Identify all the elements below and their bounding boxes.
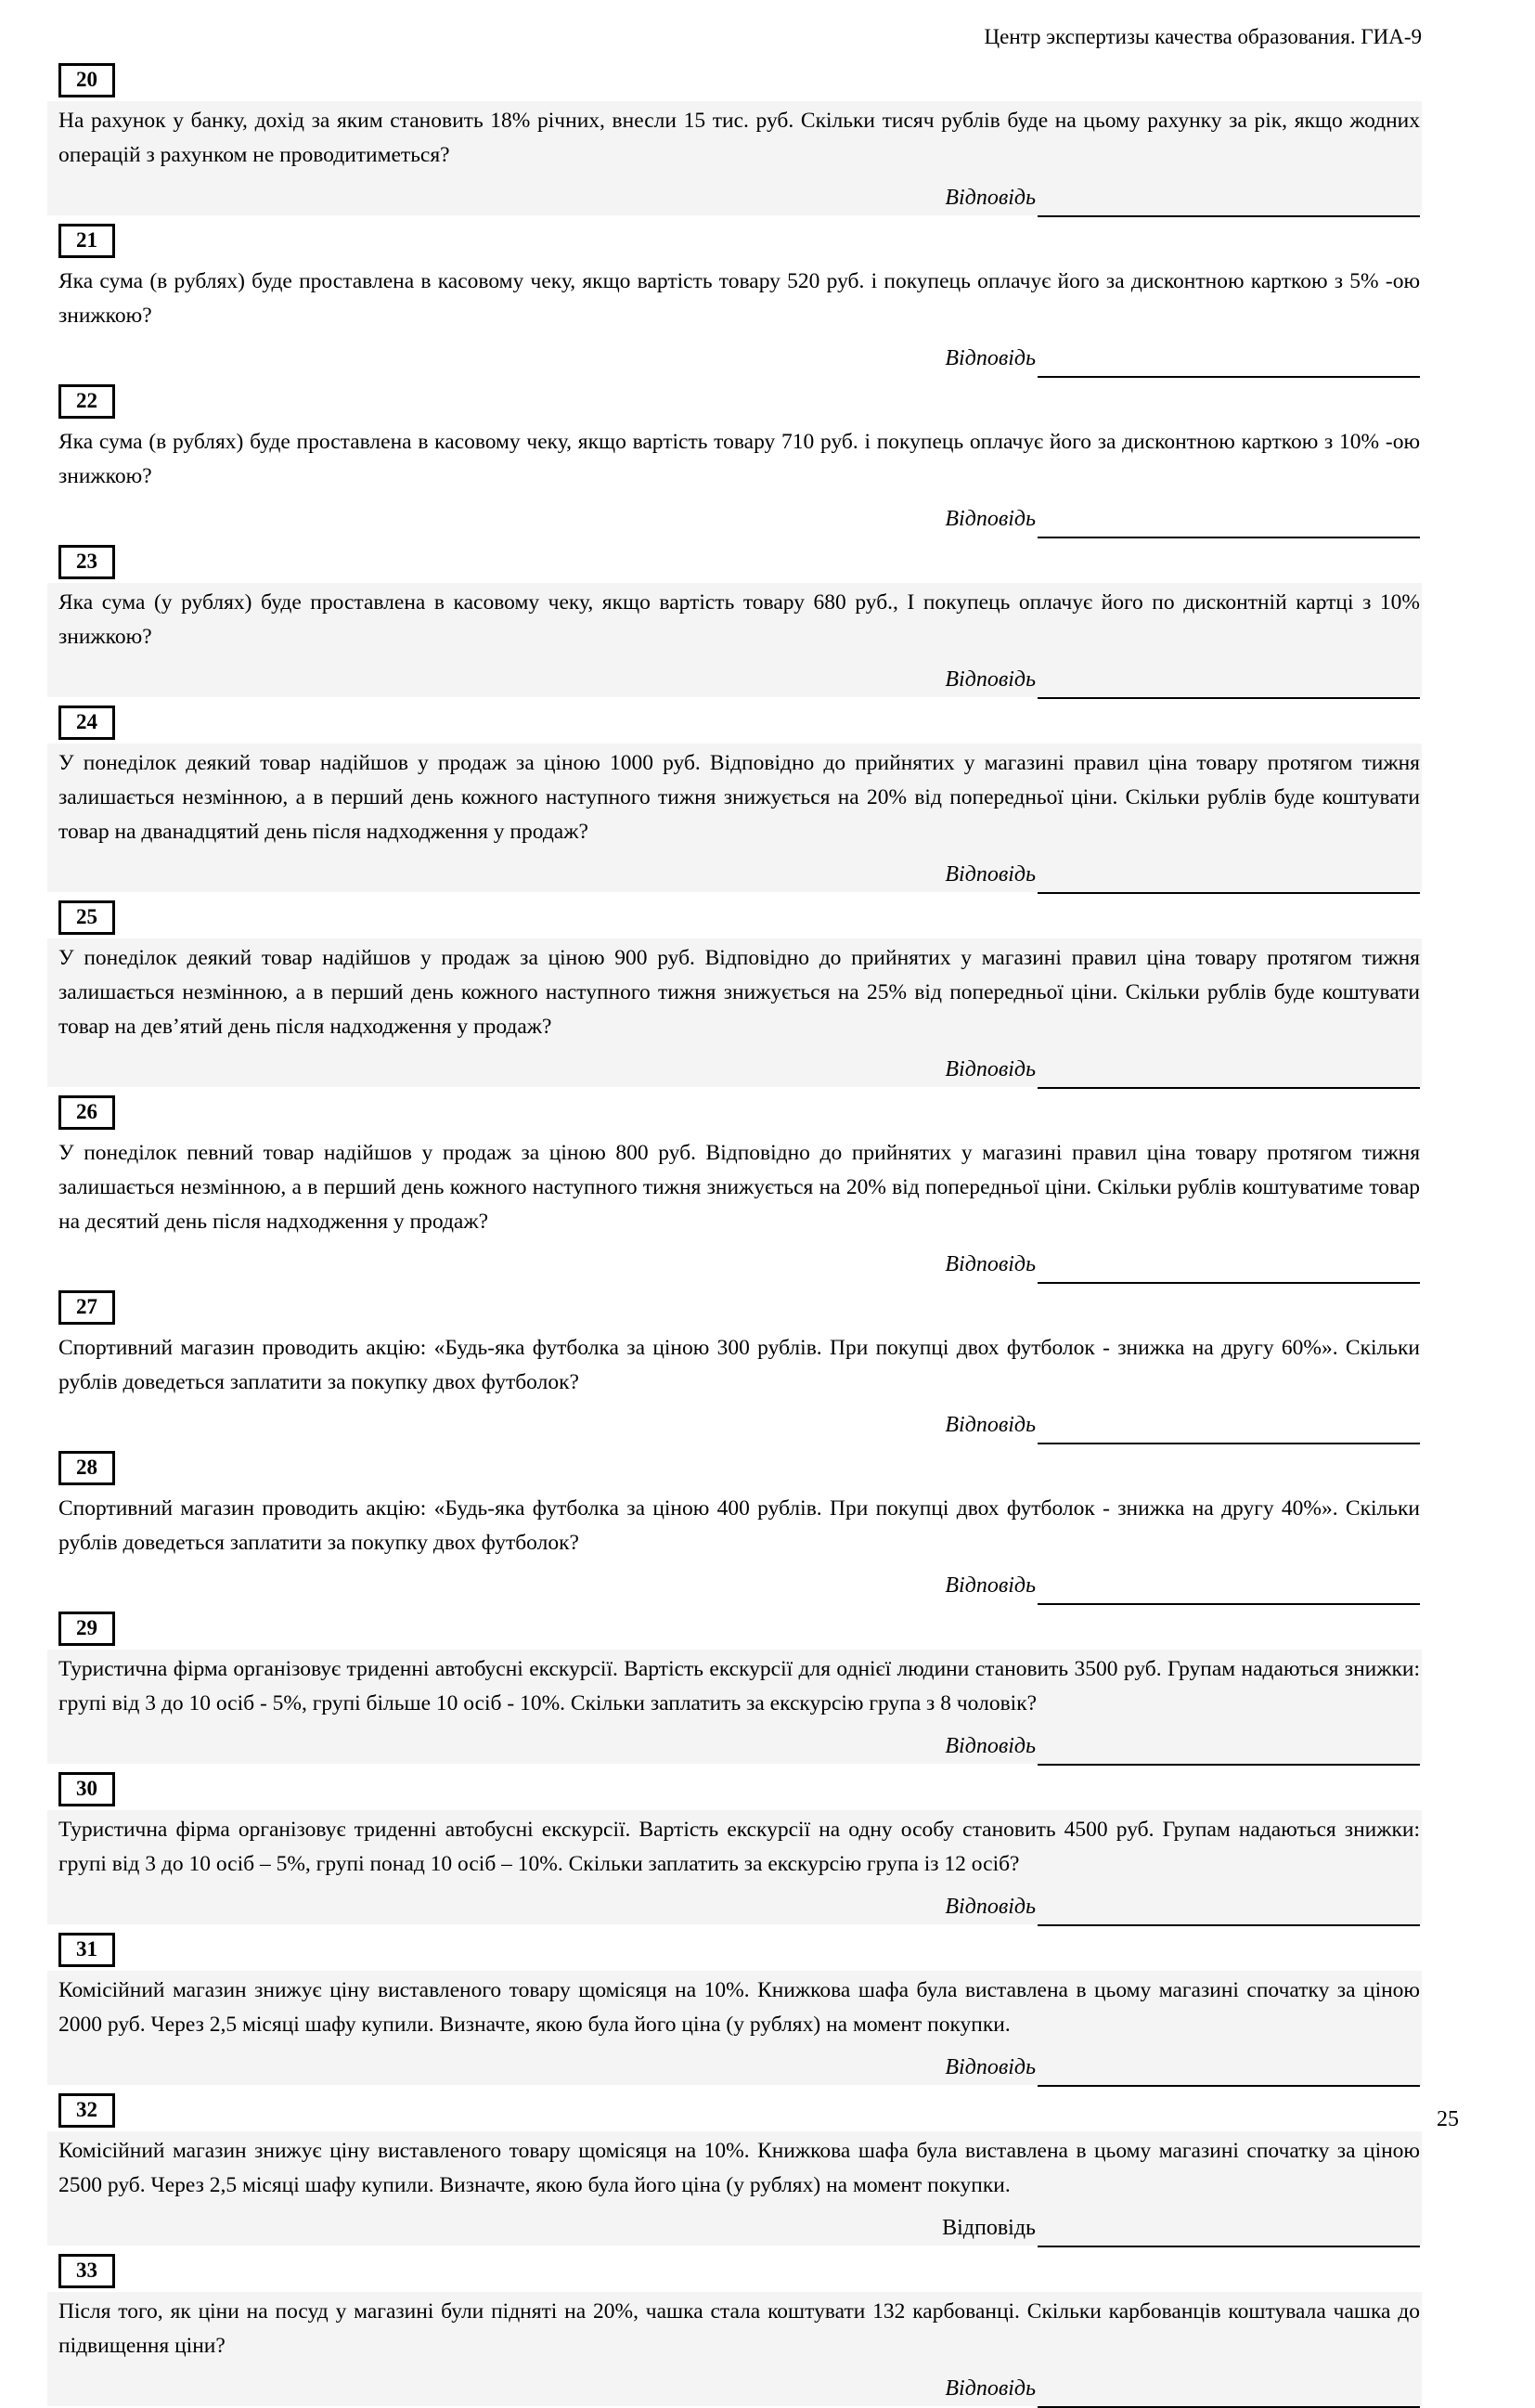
problem-number: 31	[76, 1937, 97, 1961]
problem-text: Яка сума (в рублях) буде проставлена в касовому чеку, якщо вартість товару 710 руб. і покупець оплачує його за дисконтною карткою з 10% -ою знижкою?	[58, 430, 1420, 488]
problem-body	[47, 1650, 1422, 1764]
problem-block	[58, 900, 1422, 1087]
problem-number: 33	[76, 2259, 97, 2282]
problem-text: У понеділок деякий товар надійшов у продаж за ціною 1000 руб. Відповідно до прийнятих у магазині правил ціна товару протягом тижня залишається незмінною, а в перший день кожного наступного тижня знижується на 20% від попередньої ціни. Скільки рублів буде коштувати товар на дванадцятий день після надходження у продаж?	[58, 751, 1420, 844]
problem-number: 24	[76, 710, 97, 733]
problem-number-box	[58, 545, 115, 579]
answer-blank-line	[1038, 671, 1420, 699]
answer-row	[58, 1887, 1420, 1921]
problem-number-box	[58, 1933, 115, 1967]
problem-block	[58, 1772, 1422, 1924]
problem-body	[47, 262, 1422, 376]
answer-row	[58, 1245, 1420, 1278]
answer-blank-line	[1038, 1898, 1420, 1926]
problem-block	[58, 706, 1422, 892]
problem-text: Туристична фірма організовує триденні автобусні екскурсії. Вартість екскурсії для однієї людини становить 3500 руб. Групам надаються знижки: групі від 3 до 10 осіб - 5%, групі більше 10 осіб - 10%. Скільки заплатить за екскурсію група з 8 чоловік?	[58, 1657, 1420, 1715]
problem-number: 26	[76, 1100, 97, 1123]
problem-body	[47, 1810, 1422, 1924]
answer-blank-line	[1038, 866, 1420, 894]
answer-label: Відповідь	[945, 1413, 1036, 1437]
problem-number-box	[58, 384, 115, 419]
page-header	[58, 24, 1422, 50]
header-title: Центр экспертизы качества образования. ГИА-9	[984, 25, 1422, 48]
problem-number-box	[58, 2093, 115, 2128]
problem-block	[58, 1451, 1422, 1603]
answer-row	[58, 1566, 1420, 1599]
answer-label: Відповідь	[945, 667, 1036, 692]
answer-row	[58, 499, 1420, 533]
problem-number: 29	[76, 1616, 97, 1639]
problem-block	[58, 63, 1422, 215]
problem-number-box	[58, 224, 115, 258]
problem-text: Туристична фірма організовує триденні автобусні екскурсії. Вартість екскурсії на одну особу становить 4500 руб. Групам надаються знижки: групі від 3 до 10 осіб – 5%, групі понад 10 осіб – 10%. Скільки заплатить за екскурсію група із 12 осіб?	[58, 1818, 1420, 1876]
problem-number: 25	[76, 905, 97, 928]
problem-number: 30	[76, 1777, 97, 1800]
problem-block	[58, 224, 1422, 376]
problem-text: Яка сума (у рублях) буде проставлена в касовому чеку, якщо вартість товару 680 руб., І покупець оплачує його по дисконтній картці з 10% знижкою?	[58, 590, 1420, 649]
problem-block	[58, 1612, 1422, 1764]
answer-blank-line	[1038, 2220, 1420, 2247]
answer-blank-line	[1038, 1061, 1420, 1089]
problem-text: У понеділок певний товар надійшов у продаж за ціною 800 руб. Відповідно до прийнятих у магазині правил ціна товару протягом тижня залишається незмінною, а в перший день кожного наступного тижня знижується на 20% від попередньої ціни. Скільки рублів коштуватиме товар на десятий день після надходження у продаж?	[58, 1141, 1420, 1234]
problem-block	[58, 384, 1422, 537]
problem-number: 27	[76, 1295, 97, 1318]
answer-blank-line	[1038, 1738, 1420, 1766]
problem-block	[58, 1290, 1422, 1443]
answer-label: Відповідь	[945, 2055, 1036, 2079]
answer-label: Відповідь	[942, 2216, 1036, 2240]
problem-number-box	[58, 900, 115, 935]
problem-number: 32	[76, 2098, 97, 2121]
problem-number: 22	[76, 389, 97, 412]
answer-label: Відповідь	[945, 2376, 1036, 2401]
answer-row	[58, 178, 1420, 212]
answer-label: Відповідь	[945, 1734, 1036, 1758]
answer-label: Відповідь	[945, 1895, 1036, 1919]
problem-number-box	[58, 1290, 115, 1325]
answer-blank-line	[1038, 511, 1420, 538]
answer-blank-line	[1038, 189, 1420, 217]
problems-list	[58, 63, 1422, 2406]
answer-blank-line	[1038, 1256, 1420, 1284]
problem-body	[47, 1133, 1422, 1282]
problem-text: Спортивний магазин проводить акцію: «Будь-яка футболка за ціною 400 рублів. При покупці двох футболок - знижка на другу 40%». Скільки рублів доведеться заплатити за покупку двох футболок?	[58, 1496, 1420, 1555]
answer-row	[58, 660, 1420, 693]
problem-text: Після того, як ціни на посуд у магазині були підняті на 20%, чашка стала коштувати 132 карбованці. Скільки карбованців коштувала чашка до підвищення ціни?	[58, 2299, 1420, 2358]
problem-number: 20	[76, 68, 97, 91]
problem-block	[58, 1095, 1422, 1282]
problem-number: 28	[76, 1456, 97, 1479]
answer-blank-line	[1038, 1577, 1420, 1605]
problem-body	[47, 744, 1422, 892]
answer-row	[58, 339, 1420, 372]
problem-body	[47, 583, 1422, 697]
problem-body	[47, 1489, 1422, 1603]
answer-label: Відповідь	[945, 862, 1036, 887]
answer-label: Відповідь	[945, 186, 1036, 210]
problem-body	[47, 101, 1422, 215]
problem-text: У понеділок деякий товар надійшов у продаж за ціною 900 руб. Відповідно до прийнятих у магазині правил ціна товару протягом тижня залишається незмінною, а в перший день кожного наступного тижня знижується на 25% від попередньої ціни. Скільки рублів буде коштувати товар на дев’ятий день після надходження у продаж?	[58, 946, 1420, 1039]
problem-text: Комісійний магазин знижує ціну виставленого товару щомісяця на 10%. Книжкова шафа була виставлена в цьому магазині спочатку за ціною 2000 руб. Через 2,5 місяці шафу купили. Визначте, якою була його ціна (у рублях) на момент покупки.	[58, 1978, 1420, 2037]
problem-body	[47, 1971, 1422, 2085]
answer-row	[58, 2369, 1420, 2402]
answer-row	[58, 855, 1420, 888]
problem-number-box	[58, 1772, 115, 1806]
problem-block	[58, 2254, 1422, 2406]
answer-blank-line	[1038, 2059, 1420, 2087]
problem-block	[58, 2093, 1422, 2246]
answer-row	[58, 2048, 1420, 2081]
problem-block	[58, 1933, 1422, 2085]
answer-label: Відповідь	[945, 1252, 1036, 1276]
problem-text: Яка сума (в рублях) буде проставлена в касовому чеку, якщо вартість товару 520 руб. і покупець оплачує його за дисконтною карткою з 5% -ою знижкою?	[58, 269, 1420, 328]
answer-label: Відповідь	[945, 346, 1036, 370]
answer-label: Відповідь	[945, 507, 1036, 531]
answer-row	[58, 1405, 1420, 1439]
problem-block	[58, 545, 1422, 697]
problem-body	[47, 1328, 1422, 1443]
problem-number-box	[58, 1612, 115, 1646]
answer-label: Відповідь	[945, 1573, 1036, 1598]
page-number: 25	[1437, 2107, 1459, 2131]
answer-row	[58, 1727, 1420, 1760]
answer-blank-line	[1038, 1417, 1420, 1444]
problem-number-box	[58, 1451, 115, 1485]
problem-number: 23	[76, 550, 97, 573]
answer-row	[58, 1050, 1420, 1083]
problem-number: 21	[76, 228, 97, 252]
answer-blank-line	[1038, 2380, 1420, 2408]
problem-body	[47, 2131, 1422, 2246]
problem-text: Спортивний магазин проводить акцію: «Будь-яка футболка за ціною 300 рублів. При покупці двох футболок - знижка на другу 60%». Скільки рублів доведеться заплатити за покупку двох футболок?	[58, 1336, 1420, 1394]
problem-body	[47, 422, 1422, 537]
problem-number-box	[58, 706, 115, 740]
problem-body	[47, 939, 1422, 1087]
answer-blank-line	[1038, 350, 1420, 378]
problem-number-box	[58, 2254, 115, 2288]
problem-number-box	[58, 1095, 115, 1130]
problem-number-box	[58, 63, 115, 97]
answer-row	[58, 2208, 1420, 2242]
problem-text: На рахунок у банку, дохід за яким становить 18% річних, внесли 15 тис. руб. Скільки тисяч рублів буде на цьому рахунку за рік, якщо жодних операцій з рахунком не проводитиметься?	[58, 109, 1420, 167]
problem-body	[47, 2292, 1422, 2406]
problem-text: Комісійний магазин знижує ціну виставленого товару щомісяця на 10%. Книжкова шафа була виставлена в цьому магазині спочатку за ціною 2500 руб. Через 2,5 місяці шафу купили. Визначте, якою була його ціна (у рублях) на момент покупки.	[58, 2139, 1420, 2197]
answer-label: Відповідь	[945, 1057, 1036, 1081]
